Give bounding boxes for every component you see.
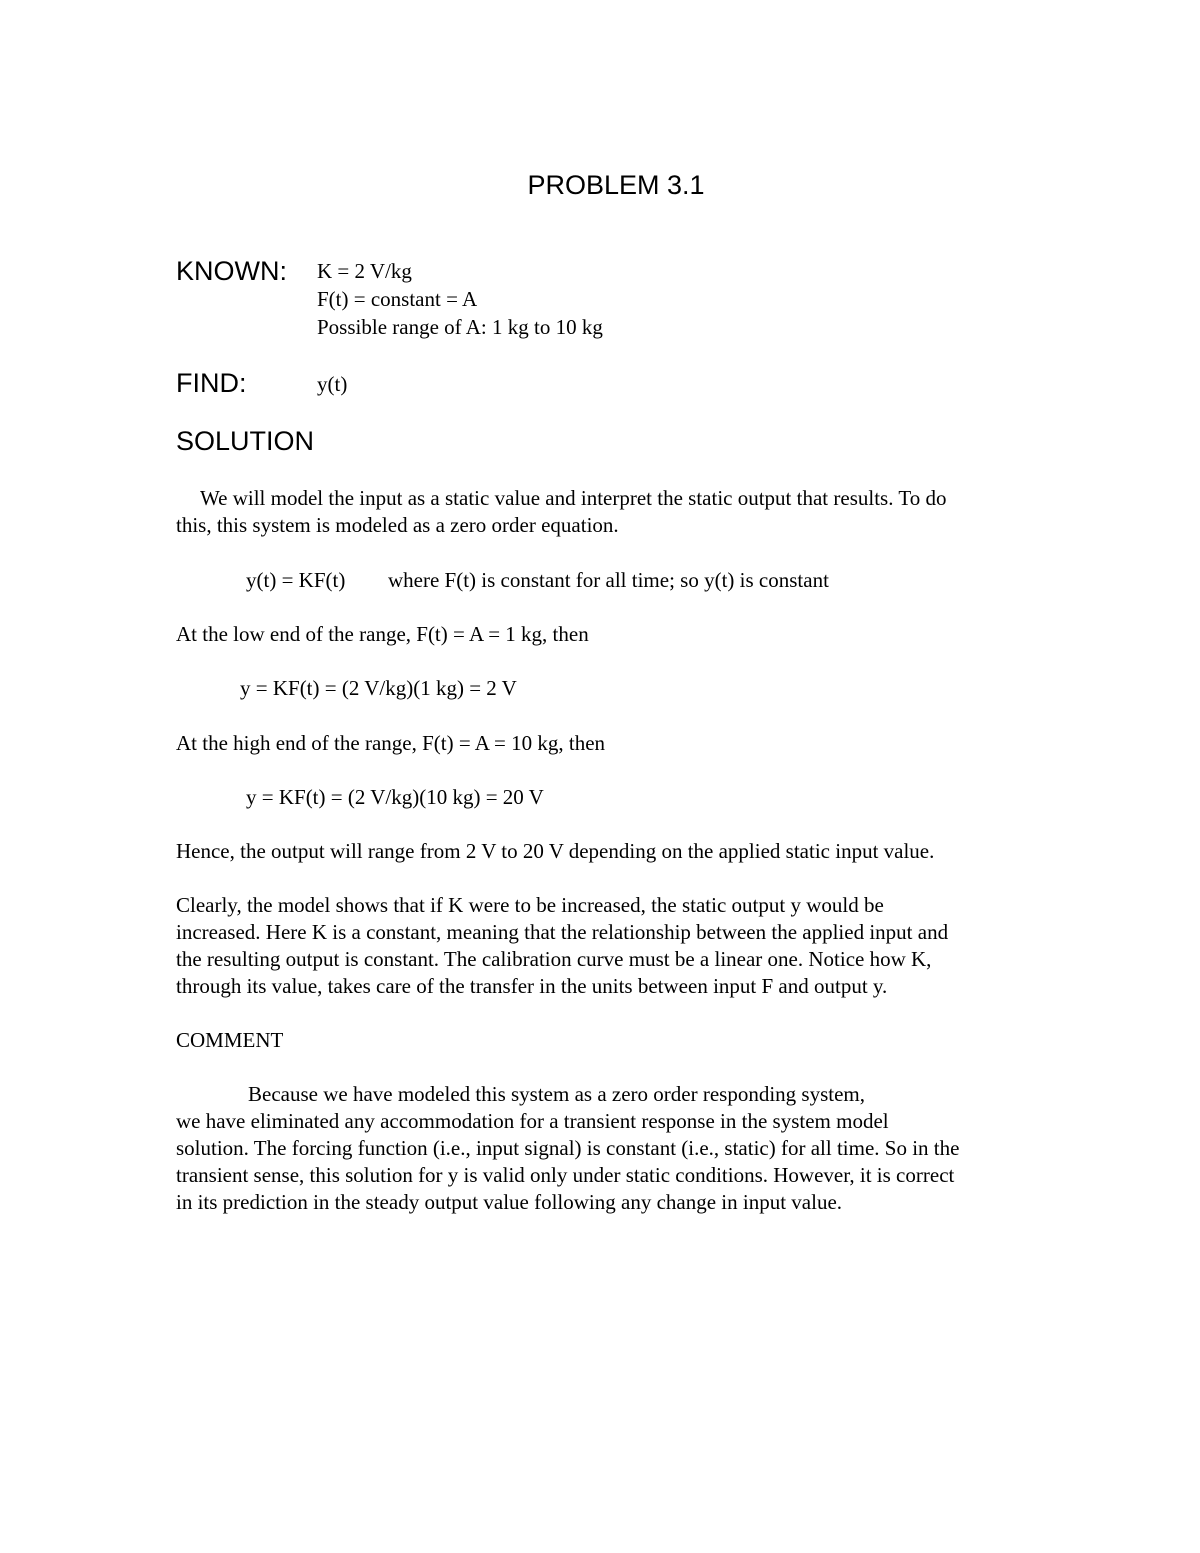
paragraph-line: Because we have modeled this system as a zero order responding system,: [248, 1082, 865, 1106]
model-equation: y(t) = KF(t): [246, 568, 346, 592]
page-title: PROBLEM 3.1: [527, 170, 705, 200]
paragraph-line: the resulting output is constant. The calibration curve must be a linear one. Notice how K,: [176, 947, 932, 971]
paragraph-line: We will model the input as a static value and interpret the static output that results. To do: [200, 486, 947, 510]
known-item: Possible range of A: 1 kg to 10 kg: [317, 315, 603, 339]
solution-intro-paragraph: [176, 485, 1076, 539]
known-label: KNOWN:: [176, 256, 287, 286]
paragraph-line: we have eliminated any accommodation for a transient response in the system model: [176, 1109, 889, 1133]
low-end-text: At the low end of the range, F(t) = A = 1 kg, then: [176, 622, 589, 646]
clearly-paragraph: [176, 892, 1076, 1000]
paragraph-line: through its value, takes care of the transfer in the units between input F and output y.: [176, 974, 888, 998]
comment-paragraph: [176, 1081, 1076, 1216]
paragraph-line: increased. Here K is a constant, meaning that the relationship between the applied input and: [176, 920, 949, 944]
high-end-text: At the high end of the range, F(t) = A = 10 kg, then: [176, 731, 606, 755]
hence-text: Hence, the output will range from 2 V to 20 V depending on the applied static input value.: [176, 839, 935, 863]
paragraph-line: transient sense, this solution for y is valid only under static conditions. However, it is correct: [176, 1163, 955, 1187]
paragraph-line: in its prediction in the steady output value following any change in input value.: [176, 1190, 843, 1214]
find-label: FIND:: [176, 368, 247, 398]
low-end-equation: y = KF(t) = (2 V/kg)(1 kg) = 2 V: [240, 676, 517, 700]
solution-heading: SOLUTION: [176, 426, 315, 456]
comment-heading: COMMENT: [176, 1028, 284, 1052]
paragraph-line: Clearly, the model shows that if K were to be increased, the static output y would be: [176, 893, 884, 917]
known-item: F(t) = constant = A: [317, 287, 478, 311]
high-end-equation: y = KF(t) = (2 V/kg)(10 kg) = 20 V: [246, 785, 544, 809]
find-value: y(t): [317, 372, 348, 396]
paragraph-line: solution. The forcing function (i.e., input signal) is constant (i.e., static) for all time. So in the: [176, 1136, 960, 1160]
model-equation-note: where F(t) is constant for all time; so y(t) is constant: [388, 568, 829, 592]
paragraph-line: this, this system is modeled as a zero order equation.: [176, 513, 619, 537]
known-item: K = 2 V/kg: [317, 259, 412, 283]
